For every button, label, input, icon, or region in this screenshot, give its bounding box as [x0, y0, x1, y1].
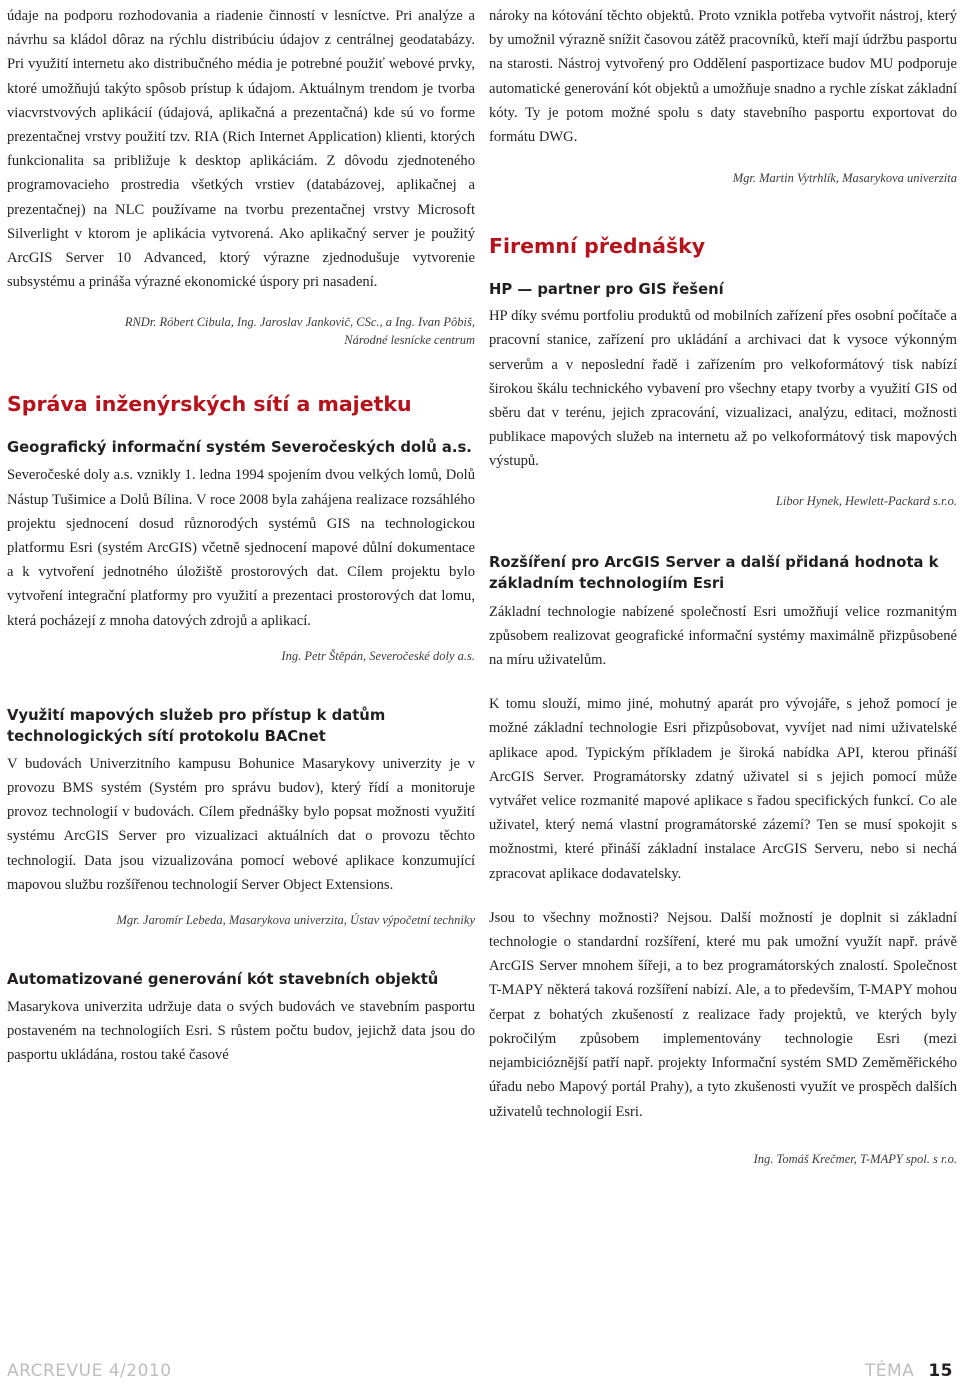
article-body-bacnet: V budovách Univerzitního kampusu Bohunice Masarykovy univerzity je v provozu BMS systém (Systém pro správu budov), který řídí a monitoruje provoz technologií v budovách. Cílem přednášky bylo popsat možnosti využití systému ArcGIS Server pro vizualizaci aktuálních dat o provozu těchto technologií. Data jsou vizualizována pomocí webové aplikace konzumující mapovou službu rozšířenou technologií Server Object Extensions. — [7, 755, 475, 893]
footer-section: TÉMA — [864, 1361, 915, 1381]
intro-signature-line2: Národné lesnícke centrum — [344, 333, 475, 348]
article-paragraph-1: Základní technologie nabízené společností Esri umožňují velice rozmanitým způsobem realizovat geografické informační systémy maximálně přizpůsobené na míru uživatelům. — [489, 603, 957, 669]
article-title-hp: HP — partner pro GIS řešení — [489, 281, 724, 299]
left-column — [7, 4, 475, 1068]
article-body-hp: HP díky svému portfoliu produktů od mobilních zařízení přes osobní počítače a pracovní stanice, zařízení pro ukládání a archivaci dat k vysoce výkonným serverům a v neposlední řadě i zařízením pro velkoformátový tisk nabízí širokou škálu technického vybavení pro všechny etapy tvorby a využití GIS od sběru dat v terénu, jejich zpracování, vizualizaci, analýzu, editaci, možnosti publikace mapových služeb na internetu až po velkoformátový tisk mapových výstupů. — [489, 308, 957, 470]
intro-signature-line1: RNDr. Róbert Cibula, Ing. Jaroslav Jankovič, CSc., a Ing. Ivan Pôbiš, — [124, 315, 475, 330]
footer-magazine: ARCREVUE 4/2010 — [7, 1361, 172, 1381]
article-signature-bacnet: Mgr. Jaromír Lebeda, Masarykova univerzita, Ústav výpočetní techniky — [116, 913, 475, 928]
section-title-infrastructure: Správa inženýrských sítí a majetku — [7, 392, 412, 417]
article-body-koty-continued: nároky na kótování těchto objektů. Proto vznikla potřeba vytvořit nástroj, který by umožnil výrazně snížit časovou zátěž pracovníků, kteří mají údržbu pasportu na starosti. Nástroj vytvořený pro Oddělení pasportizace budov MU podporuje automatické generování kót objektů a umožňuje snadno a rychle získat základní kóty. Ty je potom možné spolu s daty stavebního pasportu exportovat do formátu DWG. — [489, 8, 957, 146]
article-paragraph-3: Jsou to všechny možnosti? Nejsou. Další možností je doplnit si základní technologie o standardní rozšíření, které mu pak umožní využít např. právě ArcGIS Server mnohem šířeji, a to bez programátorských znalostí. Společnost T-MAPY některá taková rozšíření nabízí. Ale, a to především, T-MAPY mohou čerpat z bohatých zkušeností z realizace řady projektů, ve kterých byly pokročilým způsobem implementovány technologie Esri (mezi nejambicióznější patří např. projekty Informační systém SMD Zeměměřického úřadu nebo Mapový portál Prahy), a tyto zkušenosti využít ve prospěch dalších uživatelů technologií Esri. — [489, 909, 957, 1120]
section-title-company-talks: Firemní přednášky — [489, 234, 706, 259]
article-body-koty: Masarykova univerzita udržuje data o svých budovách ve stavebním pasportu postaveném na technologiích Esri. S růstem počtu budov, jejichž data jsou do pasportu ukládána, rostou také časové — [7, 999, 475, 1064]
right-column — [489, 4, 957, 1168]
article-title-koty: Automatizované generování kót stavebních objektů — [7, 971, 439, 989]
article-signature-koty: Mgr. Martin Vytrhlík, Masarykova univerzita — [732, 171, 957, 186]
article-title-severoceske-doly: Geografický informační systém Severočeských dolů a.s. — [7, 439, 472, 457]
page-number: 15 — [928, 1361, 953, 1381]
article-paragraph-2: K tomu slouží, mimo jiné, mohutný aparát pro vývojáře, s jehož pomocí je možné základní technologie Esri přizpůsobovat, vyvíjet nad nimi uživatelské aplikace apod. Typickým příkladem je široká nabídka API, kterou přináší ArcGIS Server. Programátorsky zdatný uživatel si s jejich pomocí může vytvářet velice rozmanité mapové aplikace s řadou specifických funkcí. Co ale uživatel, který nemá vlastní programátorské zázemí? Ten se musí spokojit s možnostmi, které přináší základní instalace ArcGIS Serveru, nebo si nechá zpracovat aplikace dodavatelsky. — [489, 696, 957, 882]
article-signature-tmapy: Ing. Tomáš Krečmer, T-MAPY spol. s r.o. — [753, 1151, 957, 1166]
footer-right — [865, 1360, 953, 1382]
intro-paragraph: údaje na podporu rozhodovania a riadenie činností v lesníctve. Pri analýze a návrhu sa kládol dôraz na rýchlu distribúciu údajov z centrálnej geodatabázy. Pri využití internetu ako distribučného média je potrebné použiť webové prvky, ktoré umožňujú takýto spôsob prístup k údajom. Aktuálnym trendom je tvorba viacvrstvových aplikácií (údajová, aplikačná a prezentačná) kde sú vo forme prezentačnej vrstvy použití tzv. RIA (Rich Internet Application) klienti, ktorých funkcionalita sa približuje k desktop aplikáciám. Z dôvodu zjednoteného programovacieho prostredia všetkých vrstiev (databázovej, aplikačnej a prezentačnej) na NLC používame na tvorbu prezentačnej vrstvy Microsoft Silverlight v ktorom je aplikácia vytvorená. Ako aplikačný server je použitý ArcGIS Server 10 Advanced, ktorý výrazne zjednodušuje vytvorenie subsystému a prináša výrazné ekonomické úspory pri nasadení. — [7, 8, 475, 291]
article-signature-hp: Libor Hynek, Hewlett-Packard s.r.o. — [775, 493, 957, 508]
article-signature-severoceske-doly: Ing. Petr Štěpán, Severočeské doly a.s. — [281, 648, 475, 663]
article-body-severoceske-doly: Severočeské doly a.s. vznikly 1. ledna 1994 spojením dvou velkých lomů, Dolů Nástup Tušimice a Dolů Bílina. V roce 2008 byla zahájena realizace rozsáhlého projektu sjednocení dosud různorodých systémů GIS na technologickou platformu Esri (systém ArcGIS) včetně sjednocení mapové důlní dokumentace a k vytvoření jednotného úložiště prostorových dat. Cílem projektu bylo vytvoření integrační platformy pro využití a prezentaci prostorových dat lomu, která pocházejí z mnoha datových zdrojů a aplikací. — [7, 467, 475, 629]
article-title-arcgis-server-extensions: Rozšíření pro ArcGIS Server a další přidaná hodnota k základním technologiím Esri — [489, 553, 939, 592]
article-title-bacnet: Využití mapových služeb pro přístup k datům technologických sítí protokolu BACnet — [7, 706, 386, 745]
